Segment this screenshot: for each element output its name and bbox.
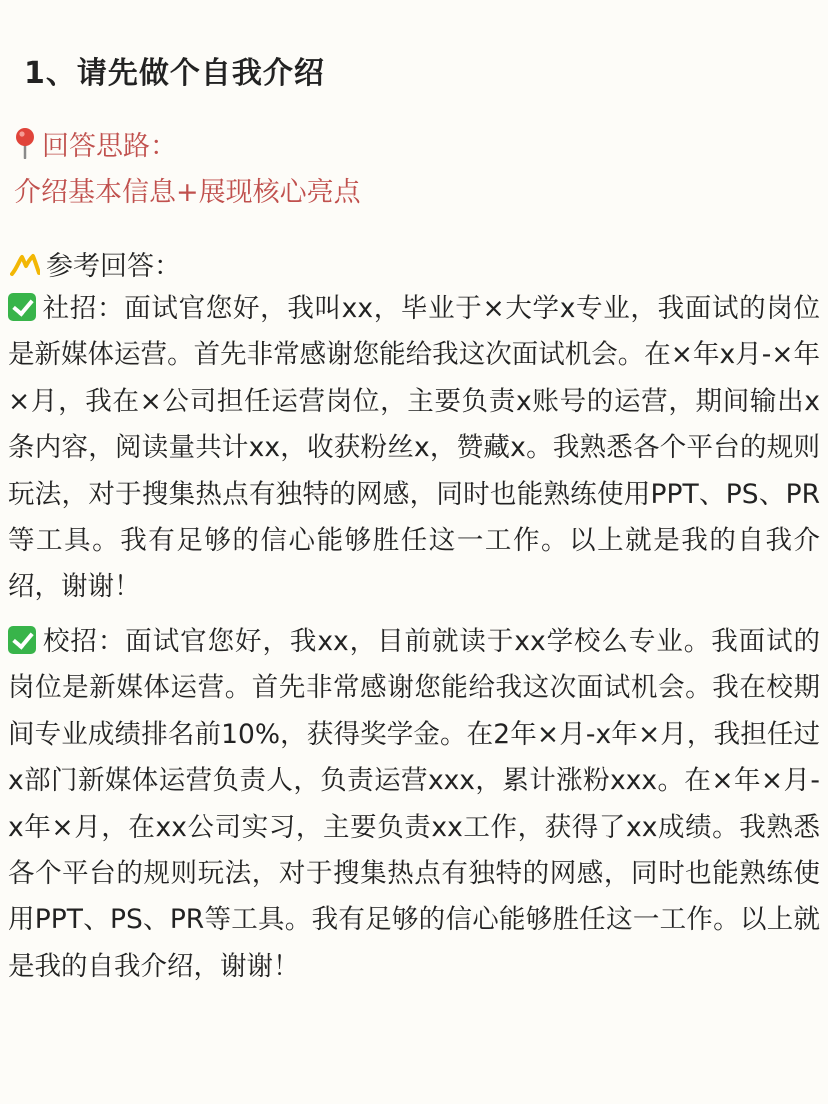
campus-recruit-label: 校招：	[42, 626, 126, 657]
campus-recruit-text: 面试官您好，我xx，目前就读于xx学校么专业。我面试的岗位是新媒体运营。首先非常感谢您能给我这次面试机会。我在校期间专业成绩排名前10%，获得奖学金。在2年×月-x年×月，我担任过x部门新媒体运营负责人，负责运营xxx，累计涨粉xxx。在×年×月-x年×月，在xx公司实习，主要负责xx工作，获得了xx成绩。我熟悉各个平台的规则玩法，对于搜集热点有独特的网感，同时也能熟练使用PPT、PS、PR等工具。我有足够的信心能够胜任这一工作。以上就是我的自我介绍，谢谢！	[8, 626, 821, 982]
check-mark-icon	[8, 293, 36, 321]
answer-approach-label: 回答思路：	[42, 131, 177, 162]
pin-icon	[14, 127, 36, 166]
campus-recruit-answer	[8, 619, 820, 990]
reference-answer-label: 参考回答：	[46, 251, 181, 282]
question-title: 1、请先做个自我介绍	[24, 56, 325, 91]
answer-approach-heading	[14, 124, 177, 166]
social-recruit-answer	[8, 286, 820, 611]
reference-answer-heading	[10, 244, 181, 284]
social-recruit-text: 面试官您好，我叫xx，毕业于×大学x专业，我面试的岗位是新媒体运营。首先非常感谢您能给我这次面试机会。在×年x月-×年×月，我在×公司担任运营岗位，主要负责x账号的运营，期间输出x条内容，阅读量共计xx，收获粉丝x，赞藏x。我熟悉各个平台的规则玩法，对于搜集热点有独特的网感，同时也能熟练使用PPT、PS、PR等工具。我有足够的信心能够胜任这一工作。以上就是我的自我介绍，谢谢！	[8, 293, 820, 603]
social-recruit-label: 社招：	[42, 293, 125, 324]
answer-approach-text: 介绍基本信息+展现核心亮点	[14, 177, 361, 208]
check-mark-icon	[8, 626, 36, 654]
sparkle-icon	[10, 253, 40, 284]
